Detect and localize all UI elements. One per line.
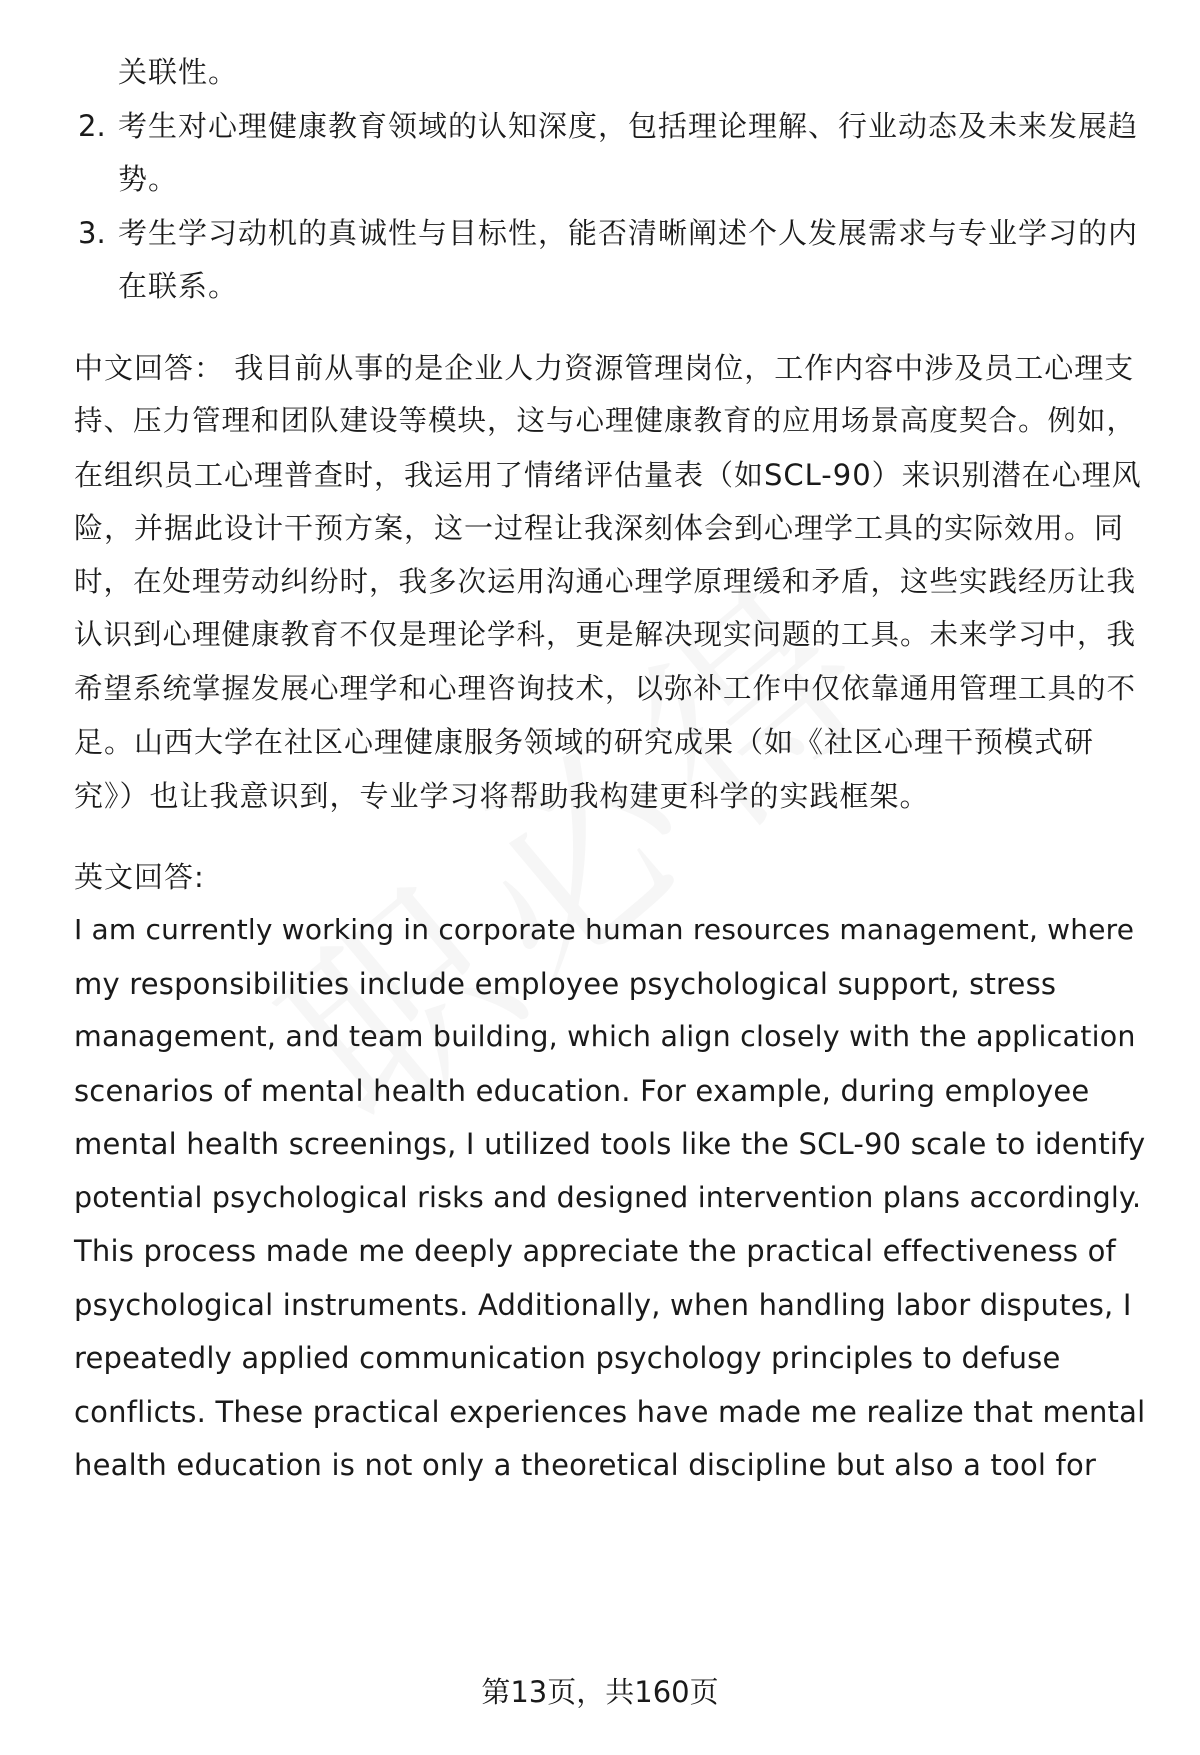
english-answer-line: potential psychological risks and designed intervention plans accordingly. [74,1181,1142,1214]
document-page [74,0,1146,1755]
chinese-answer-line: 认识到心理健康教育不仅是理论学科，更是解决现实问题的工具。未来学习中，我 [74,618,1137,651]
chinese-answer-line: 在组织员工心理普查时，我运用了情绪评估量表（如SCL-90）来识别潜在心理风 [74,458,1142,492]
chinese-answer-line: 时，在处理劳动纠纷时，我多次运用沟通心理学原理缓和矛盾，这些实践经历让我 [74,565,1137,598]
english-answer-line: scenarios of mental health education. For example, during employee [74,1074,1090,1108]
list-item-3-number: 3. [78,216,106,250]
english-answer-line: I am currently working in corporate human resources management, where [74,913,1135,946]
list-item-2-line-2: 势。 [118,162,179,196]
english-answer-line: repeatedly applied communication psychology principles to defuse [74,1341,1061,1375]
chinese-answer-line: 足。山西大学在社区心理健康服务领域的研究成果（如《社区心理干预模式研 [74,725,1095,759]
page-number: 第13页，共160页 [481,1675,719,1709]
english-answer-line: This process made me deeply appreciate the practical effectiveness of [74,1234,1116,1268]
chinese-answer-line: 究》）也让我意识到，专业学习将帮助我构建更科学的实践框架。 [74,779,930,813]
english-answer-line: management, and team building, which align closely with the application [74,1020,1136,1053]
list-item-2-line-1: 考生对心理健康教育领域的认知深度，包括理论理解、行业动态及未来发展趋 [118,109,1139,143]
list-item-1-tail: 关联性。 [118,55,239,89]
chinese-answer-line: 中文回答： 我目前从事的是企业人力资源管理岗位，工作内容中涉及员工心理支 [74,351,1135,385]
chinese-answer-line: 希望系统掌握发展心理学和心理咨询技术，以弥补工作中仅依靠通用管理工具的不 [74,672,1137,705]
list-item-2-number: 2. [78,109,106,143]
english-answer-line: psychological instruments. Additionally, when handling labor disputes, I [74,1288,1132,1322]
english-answer-line: mental health screenings, I utilized tools like the SCL-90 scale to identify [74,1127,1146,1161]
chinese-answer-line: 险，并据此设计干预方案，这一过程让我深刻体会到心理学工具的实际效用。同 [74,511,1125,545]
english-answer-line: conflicts. These practical experiences have made me realize that mental [74,1395,1146,1429]
english-answer-line: my responsibilities include employee psychological support, stress [74,967,1057,1001]
chinese-answer-line: 持、压力管理和团队建设等模块，这与心理健康教育的应用场景高度契合。例如， [74,404,1137,437]
list-item-3-line-2: 在联系。 [118,269,239,303]
list-item-3-line-1: 考生学习动机的真诚性与目标性，能否清晰阐述个人发展需求与专业学习的内 [118,216,1139,250]
english-answer-line: health education is not only a theoretical discipline but also a tool for [74,1448,1097,1482]
english-answer-label: 英文回答: [74,860,205,894]
